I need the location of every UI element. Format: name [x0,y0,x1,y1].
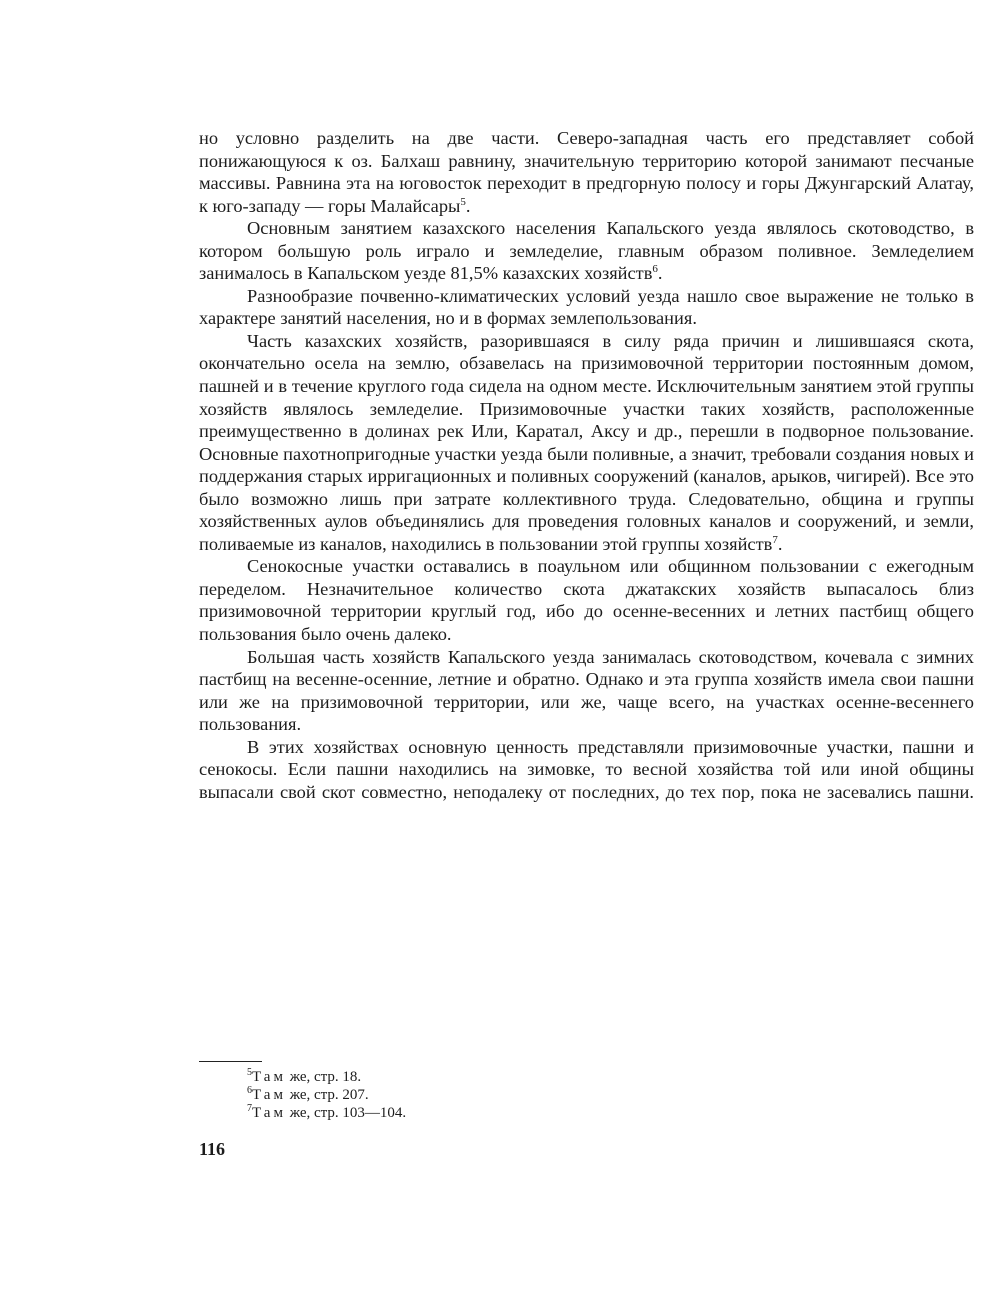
paragraph: Сенокосные участки оставались в поаульном или общинном пользовании с ежегодным переделом. Незначительное количество скота джатакских хозяйств выпасалось близ призимовочной территории круглый год, ибо до осенне-весенних и летних пастбищ общего пользования было очень далеко. [199,556,974,645]
footnote: $^7$Там же, стр. 103—104. [247,1103,407,1121]
footnote: $^5$Там же, стр. 18. [247,1067,362,1085]
footnote-ref: 7 [772,533,778,546]
footnote-mark: 5 [247,1067,252,1078]
paragraph: Разнообразие почвенно-климатических условий уезда нашло свое выражение не только в характере занятий населения, но и в формах землепользования. [199,285,974,329]
paragraph: Основным занятием казахского населения Капальского уезда являлось скотоводство, в котором большую роль играло и земледелие, главным образом поливное. Земледелием занималось в Капальском уезде 81,5% казахских хозяйств$^6$. [199,218,974,284]
footnote-ref: 6 [652,263,658,276]
footnote-ref: 5 [460,195,466,208]
footnote-mark: 7 [247,1103,252,1114]
footnote-separator [199,1061,262,1062]
footnotes [247,1068,406,1122]
paragraph: но условно разделить на две части. Северо-западная часть его представляет собой понижающуюся к оз. Балхаш равнину, значительную территорию которой занимают песчаные массивы. Равнина эта на юговосток переходит в предгорную полосу и горы Джунгарский Алатау, к юго-западу — горы Малайсары$^5$. [199,128,974,216]
paragraph: Часть казахских хозяйств, разорившаяся в силу ряда причин и лишившаяся скота, окончательно осела на землю, обзавелась на призимовочной территории постоянным домом, пашней и в течение круглого года сидела на одном месте. Исключительным занятием этой группы хозяйств являлось земледелие. Призимовочные участки таких хозяйств, расположенные преимущественно в долинах рек Или, Каратал, Аксу и др., перешли в подворное пользование. Основные пахотнопригодные участки уезда были поливные, а значит, требовали создания новых и поддержания старых ирригационных и поливных сооружений (каналов, арыков, чигирей). Все это было возможно лишь при затрате коллективного труда. Следовательно, община и группы хозяйственных аулов объединялись для проведения головных каналов и сооружений, и земли, поливаемые из каналов, находились в пользовании этой группы хозяйств$^7$. [199,330,974,554]
footnote: $^6$Там же, стр. 207. [247,1085,369,1103]
footnote-mark: 6 [247,1085,252,1096]
page-number: 116 [199,1139,226,1159]
body-text [199,127,974,803]
paragraph: Большая часть хозяйств Капальского уезда занималась скотоводством, кочевала с зимних пастбищ на весенне-осенние, летние и обратно. Однако и эта группа хозяйств имела свои пашни или же на призимовочной территории, или же, чаще всего, на участках осенне-весеннего пользования. [199,646,974,735]
paragraph: В этих хозяйствах основную ценность представляли призимовочные участки, пашни и сенокосы. Если пашни находились на зимовке, то весной хозяйства той или иной общины выпасали свой скот совместно, неподалеку от последних, до тех пор, пока не засевались пашни. [199,736,974,802]
